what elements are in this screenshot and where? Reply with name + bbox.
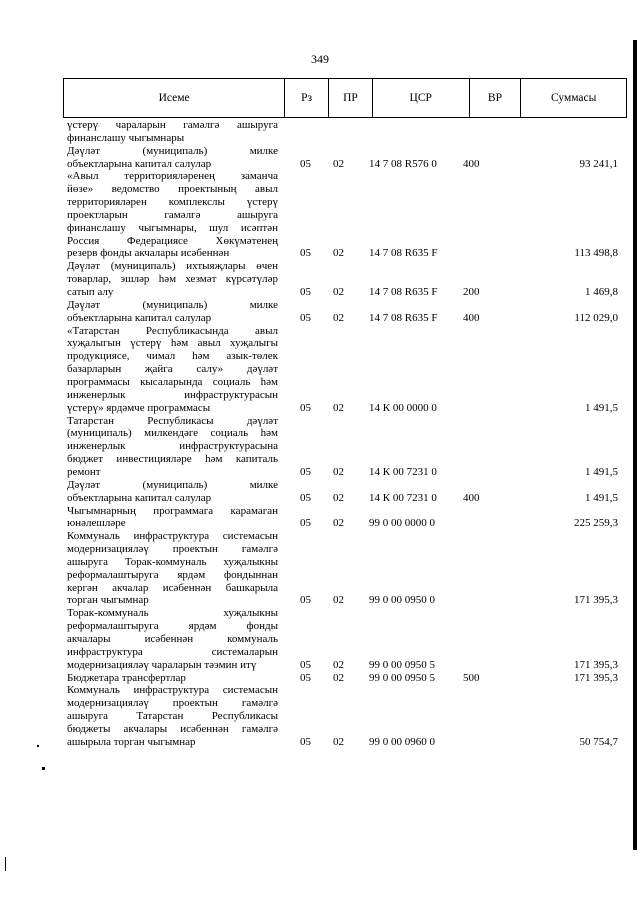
header-rz: Рз [285,79,329,117]
row-rz: 05 [300,247,311,260]
header-name: Исеме [64,79,285,117]
row-vr: 200 [463,286,480,299]
row-rz: 05 [300,517,311,530]
row-csr: 99 0 00 0950 5 [369,671,435,684]
row-sum: 1 491,5 [585,401,618,414]
row-csr: 14 7 08 R635 F [369,286,438,299]
row-name [67,479,278,505]
table-row [67,479,627,505]
row-rz: 05 [300,671,311,684]
row-name-line: акчалары исәбеннән коммуналь [67,632,278,645]
row-sum: 1 491,5 [585,491,618,504]
row-name-line: финанслашу чыгымнары [67,131,185,144]
row-name [67,299,278,325]
row-pr: 02 [333,286,344,299]
row-name-line: Коммуналь инфраструктура системасын [67,530,278,543]
table-row [67,325,627,415]
row-name-line: ашырыла торган чыгымнар [67,735,196,748]
row-csr: 14 7 08 R635 F [369,247,438,260]
row-csr: 14 К 00 7231 0 [369,465,437,478]
row-name-line: базарларын җайга салу» дәүләт [67,363,278,376]
row-sum: 225 259,3 [574,517,618,530]
row-name-line: хуҗалыгын үстерү һәм авыл хуҗалыгы [67,337,278,350]
row-name-line: Коммуналь инфраструктура системасын [67,684,278,697]
row-name-line: инженерлык инфраструктурасына [67,440,278,453]
row-name [67,607,278,671]
row-csr: 14 7 08 R576 0 [369,157,437,170]
table-row [67,170,627,260]
row-rz: 05 [300,286,311,299]
row-name-line: программасы кысаларында социаль һәм [67,375,278,388]
row-name-line: территорияләрен комплекслы үстерү [67,196,278,209]
table-row [67,530,627,607]
row-csr: 14 К 00 7231 0 [369,491,437,504]
row-rz: 05 [300,594,311,607]
table-row [67,119,627,145]
row-name [67,530,278,607]
row-sum: 1 491,5 [585,465,618,478]
row-name [67,672,278,685]
row-pr: 02 [333,401,344,414]
row-sum: 93 241,1 [579,157,618,170]
row-csr: 14 К 00 0000 0 [369,401,437,414]
row-name [67,684,278,748]
row-rz: 05 [300,491,311,504]
scan-speck [37,745,39,747]
table-row [67,672,627,685]
page-number: 349 [311,52,329,66]
row-pr: 02 [333,658,344,671]
row-sum: 112 029,0 [574,311,618,324]
row-name [67,145,278,171]
row-name-line: сатып алу [67,286,114,299]
row-sum: 113 498,8 [574,247,618,260]
row-name-line: ашыруга Торак-коммуналь хуҗалыкны [67,555,278,568]
row-name-line: үстерү» ярдәмче программасы [67,401,211,414]
row-name-line: модернизацияләү чараларын тәэмин итү [67,658,257,671]
row-name-line: Дәүләт (муниципаль) ихтыяҗлары өчен [67,260,278,273]
header-csr: ЦСР [373,79,470,117]
row-pr: 02 [333,465,344,478]
row-vr: 500 [463,671,480,684]
row-name-line: проектларын гамәлгә ашыруга [67,208,278,221]
row-name-line: «Авыл территорияләренең заманча [67,170,278,183]
row-sum: 1 469,8 [585,286,618,299]
row-pr: 02 [333,157,344,170]
row-name-line: (муниципаль) милкендәге социаль һәм [67,427,278,440]
row-name-line: инженерлык инфраструктурасын [67,388,278,401]
row-name-line: резерв фонды акчалары исәбеннән [67,247,230,260]
row-name-line: ашыруга Татарстан Республикасы [67,710,278,723]
row-rz: 05 [300,465,311,478]
row-sum: 50 754,7 [579,735,618,748]
row-name [67,505,278,531]
row-csr: 99 0 00 0960 0 [369,735,435,748]
row-name-line: үстерү чараларын гамәлгә ашыруга [67,119,278,131]
row-name-line: Татарстан Республикасы дәүләт [67,414,278,427]
row-name-line: Дәүләт (муниципаль) милке [67,478,278,491]
table-row [67,505,627,531]
row-name-line: модернизацияләү проектын гамәлгә [67,543,278,556]
row-name-line: Торак-коммуналь хуҗалыкны [67,607,278,620]
row-name-line: объектларына капитал салулар [67,491,212,504]
header-sum: Суммасы [550,92,597,104]
row-vr: 400 [463,311,480,324]
table-row [67,260,627,299]
row-name-line: продукциясе, чимал һәм азык-төлек [67,350,278,363]
row-name-line: юнәлешләре [67,517,126,530]
row-csr: 99 0 00 0950 5 [369,658,435,671]
row-name-line: Чыгымнарның программага карамаган [67,504,278,517]
row-name-line: ремонт [67,465,101,478]
scan-edge-bar [633,40,637,850]
row-rz: 05 [300,401,311,414]
row-name [67,119,278,145]
row-rz: 05 [300,157,311,170]
row-name-line: кергән акчалар исәбеннән башкарыла [67,581,278,594]
row-name [67,415,278,479]
row-name-line: Россия Федерациясе Хөкүмәтенең [67,234,278,247]
table-row [67,607,627,671]
row-rz: 05 [300,735,311,748]
row-name-line: объектларына капитал салулар [67,157,212,170]
row-name-line: бюджеты акчалары исәбеннән гамәлгә [67,722,278,735]
row-vr: 400 [463,491,480,504]
header-pr: ПР [329,79,373,117]
row-name-line: «Татарстан Республикасында авыл [67,324,278,337]
row-csr: 99 0 00 0950 0 [369,594,435,607]
row-pr: 02 [333,735,344,748]
row-name-line: Бюджетара трансфертлар [67,671,186,684]
row-pr: 02 [333,594,344,607]
row-name-line: модернизацияләү проектын гамәлгә [67,697,278,710]
row-name-line: йөзе» ведомство проектының авыл [67,183,278,196]
row-pr: 02 [333,311,344,324]
table-row [67,299,627,325]
table-row [67,145,627,171]
row-name [67,170,278,260]
row-sum: 171 395,3 [574,594,618,607]
row-name-line: реформалаштыруга ярдәм фонды [67,620,278,633]
table-row [67,684,627,748]
row-pr: 02 [333,247,344,260]
row-name-line: объектларына капитал салулар [67,311,212,324]
scan-speck [42,767,45,770]
row-name-line: торган чыгымнар [67,594,149,607]
table-header [63,78,627,118]
row-rz: 05 [300,311,311,324]
row-pr: 02 [333,671,344,684]
row-csr: 99 0 00 0000 0 [369,517,435,530]
row-csr: 14 7 08 R635 F [369,311,438,324]
row-name-line: реформалаштыруга ярдәм фондыннан [67,568,278,581]
row-rz: 05 [300,658,311,671]
scan-speck [5,857,6,871]
row-name [67,325,278,415]
row-name-line: Дәүләт (муниципаль) милке [67,144,278,157]
table-row [67,415,627,479]
header-vr: ВР [470,79,522,117]
row-name [67,260,278,299]
row-name-line: товарлар, эшләр һәм хезмәт күрсәтүләр [67,273,278,286]
row-sum: 171 395,3 [574,671,618,684]
row-vr: 400 [463,157,480,170]
row-sum: 171 395,3 [574,658,618,671]
row-pr: 02 [333,491,344,504]
row-name-line: бюджет инвестицияләре һәм капиталь [67,453,278,466]
row-pr: 02 [333,517,344,530]
row-name-line: инфраструктура системаларын [67,645,278,658]
row-name-line: финанслашу чыгымнары, шул исәптән [67,221,278,234]
row-name-line: Дәүләт (муниципаль) милке [67,298,278,311]
